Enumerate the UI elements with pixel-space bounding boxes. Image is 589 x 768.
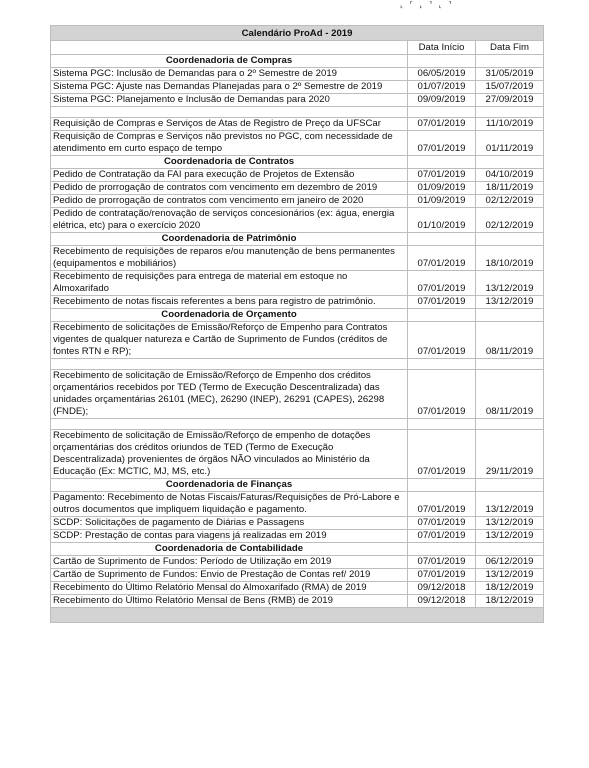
table-row	[51, 569, 544, 582]
start-date: 07/01/2019	[408, 118, 476, 131]
table-row	[51, 81, 544, 94]
column-header-activity	[51, 41, 408, 55]
start-date: 07/01/2019	[408, 169, 476, 182]
start-date: 07/01/2019	[408, 517, 476, 530]
start-date: 07/01/2019	[408, 131, 476, 156]
empty-cell	[476, 419, 544, 430]
end-date: 29/11/2019	[476, 430, 544, 479]
start-date: 07/01/2019	[408, 430, 476, 479]
table-row	[51, 582, 544, 595]
column-header-end: Data Fim	[476, 41, 544, 55]
section-heading: Coordenadoria de Compras	[51, 55, 408, 68]
section-header-empty-cell	[408, 55, 476, 68]
start-date: 09/12/2018	[408, 582, 476, 595]
start-date: 09/12/2018	[408, 595, 476, 608]
spacer-row	[51, 107, 544, 118]
table-row	[51, 169, 544, 182]
end-date: 27/09/2019	[476, 94, 544, 107]
activity-description: Cartão de Suprimento de Fundos: Período de Utilização em 2019	[51, 556, 408, 569]
start-date: 09/09/2019	[408, 94, 476, 107]
table-row	[51, 182, 544, 195]
start-date: 07/01/2019	[408, 556, 476, 569]
calendar-table	[50, 25, 544, 623]
section-header-empty-cell	[476, 543, 544, 556]
empty-cell	[408, 419, 476, 430]
activity-description: SCDP: Prestação de contas para viagens já realizadas em 2019	[51, 530, 408, 543]
activity-description: Recebimento de solicitações de Emissão/Reforço de Empenho para Contratos vigentes de qualquer natureza e Cartão de Suprimento de Fundos (créditos de fontes RTN e RP);	[51, 322, 408, 359]
section-header-row	[51, 543, 544, 556]
activity-description: Recebimento de solicitação de Emissão/Reforço de empenho de dotações orçamentárias dos créditos oriundos de TED (Termo de Execução Descentralizada) provenientes de órgãos NÃO vinculados ao Ministério da Educação (Ex: MCTIC, MJ, MS, etc.)	[51, 430, 408, 479]
section-heading: Coordenadoria de Orçamento	[51, 309, 408, 322]
end-date: 04/10/2019	[476, 169, 544, 182]
start-date: 07/01/2019	[408, 271, 476, 296]
table-row	[51, 595, 544, 608]
column-header-row	[51, 41, 544, 55]
section-header-row	[51, 55, 544, 68]
section-header-empty-cell	[476, 156, 544, 169]
start-date: 07/01/2019	[408, 296, 476, 309]
section-heading: Coordenadoria de Patrimônio	[51, 233, 408, 246]
footer-cell	[51, 608, 544, 623]
page-title: Calendário ProAd - 2019	[51, 26, 544, 41]
table-row	[51, 296, 544, 309]
section-header-row	[51, 309, 544, 322]
activity-description: Pedido de prorrogação de contratos com vencimento em dezembro de 2019	[51, 182, 408, 195]
end-date: 18/12/2019	[476, 582, 544, 595]
table-row	[51, 530, 544, 543]
start-date: 07/01/2019	[408, 246, 476, 271]
calendar-sheet	[50, 25, 543, 623]
end-date: 18/12/2019	[476, 595, 544, 608]
start-date: 06/05/2019	[408, 68, 476, 81]
end-date: 01/11/2019	[476, 131, 544, 156]
section-header-empty-cell	[408, 309, 476, 322]
section-heading: Coordenadoria de Finanças	[51, 479, 408, 492]
end-date: 13/12/2019	[476, 296, 544, 309]
end-date: 13/12/2019	[476, 569, 544, 582]
start-date: 01/09/2019	[408, 195, 476, 208]
end-date: 08/11/2019	[476, 322, 544, 359]
activity-description: Requisição de Compras e Serviços de Atas de Registro de Preço da UFSCar	[51, 118, 408, 131]
section-header-empty-cell	[476, 233, 544, 246]
table-row	[51, 556, 544, 569]
section-header-row	[51, 233, 544, 246]
activity-description: Recebimento do Último Relatório Mensal do Almoxarifado (RMA) de 2019	[51, 582, 408, 595]
activity-description: Requisição de Compras e Serviços não previstos no PGC, com necessidade de atendimento em curto espaço de tempo	[51, 131, 408, 156]
spacer-row	[51, 419, 544, 430]
table-row	[51, 68, 544, 81]
table-row	[51, 492, 544, 517]
end-date: 15/07/2019	[476, 81, 544, 94]
activity-description: Cartão de Suprimento de Fundos: Envio de Prestação de Contas ref/ 2019	[51, 569, 408, 582]
footer-row	[51, 608, 544, 623]
activity-description: Pedido de Contratação da FAI para execução de Projetos de Extensão	[51, 169, 408, 182]
end-date: 02/12/2019	[476, 208, 544, 233]
table-row	[51, 370, 544, 419]
section-heading: Coordenadoria de Contabilidade	[51, 543, 408, 556]
empty-cell	[51, 107, 408, 118]
table-row	[51, 246, 544, 271]
section-header-empty-cell	[476, 55, 544, 68]
window-controls-fragment: ⸤ ⸢ ⸤ ⸣ ⸤ ⸣	[400, 0, 454, 9]
section-header-empty-cell	[476, 479, 544, 492]
activity-description: Recebimento de solicitação de Emissão/Reforço de Empenho dos créditos orçamentários recebidos por TED (Termo de Execução Descentralizada) das unidades orçamentárias 26101 (MEC), 26290 (INEP), 26291 (CAPES), 26298 (FNDE);	[51, 370, 408, 419]
end-date: 18/10/2019	[476, 246, 544, 271]
activity-description: Recebimento de requisições de reparos e/ou manutenção de bens permanentes (equipamentos e mobiliários)	[51, 246, 408, 271]
activity-description: Pagamento: Recebimento de Notas Fiscais/Faturas/Requisições de Pró-Labore e outros documentos que impliquem liquidação e pagamento.	[51, 492, 408, 517]
table-row	[51, 517, 544, 530]
empty-cell	[51, 359, 408, 370]
start-date: 07/01/2019	[408, 322, 476, 359]
section-heading: Coordenadoria de Contratos	[51, 156, 408, 169]
end-date: 11/10/2019	[476, 118, 544, 131]
activity-description: Pedido de contratação/renovação de serviços concesionários (ex: água, energia elétrica, etc) para o exercício 2020	[51, 208, 408, 233]
table-row	[51, 322, 544, 359]
activity-description: Recebimento de notas fiscais referentes a bens para registro de patrimônio.	[51, 296, 408, 309]
activity-description: Recebimento do Último Relatório Mensal de Bens (RMB) de 2019	[51, 595, 408, 608]
section-header-row	[51, 479, 544, 492]
empty-cell	[476, 359, 544, 370]
activity-description: SCDP: Solicitações de pagamento de Diárias e Passagens	[51, 517, 408, 530]
end-date: 13/12/2019	[476, 530, 544, 543]
end-date: 02/12/2019	[476, 195, 544, 208]
table-row	[51, 208, 544, 233]
empty-cell	[408, 359, 476, 370]
start-date: 01/10/2019	[408, 208, 476, 233]
section-header-empty-cell	[476, 309, 544, 322]
end-date: 31/05/2019	[476, 68, 544, 81]
section-header-empty-cell	[408, 156, 476, 169]
section-header-empty-cell	[408, 479, 476, 492]
empty-cell	[476, 107, 544, 118]
start-date: 07/01/2019	[408, 370, 476, 419]
activity-description: Sistema PGC: Ajuste nas Demandas Planejadas para o 2º Semestre de 2019	[51, 81, 408, 94]
title-row	[51, 26, 544, 41]
table-row	[51, 195, 544, 208]
end-date: 13/12/2019	[476, 492, 544, 517]
end-date: 06/12/2019	[476, 556, 544, 569]
start-date: 01/07/2019	[408, 81, 476, 94]
empty-cell	[408, 107, 476, 118]
start-date: 07/01/2019	[408, 530, 476, 543]
table-row	[51, 271, 544, 296]
table-row	[51, 118, 544, 131]
activity-description: Recebimento de requisições para entrega de material em estoque no Almoxarifado	[51, 271, 408, 296]
end-date: 08/11/2019	[476, 370, 544, 419]
table-row	[51, 131, 544, 156]
start-date: 07/01/2019	[408, 492, 476, 517]
start-date: 01/09/2019	[408, 182, 476, 195]
end-date: 18/11/2019	[476, 182, 544, 195]
activity-description: Pedido de prorrogação de contratos com vencimento em janeiro de 2020	[51, 195, 408, 208]
column-header-start: Data Início	[408, 41, 476, 55]
start-date: 07/01/2019	[408, 569, 476, 582]
empty-cell	[51, 419, 408, 430]
end-date: 13/12/2019	[476, 517, 544, 530]
activity-description: Sistema PGC: Planejamento e Inclusão de Demandas para 2020	[51, 94, 408, 107]
section-header-row	[51, 156, 544, 169]
section-header-empty-cell	[408, 233, 476, 246]
spacer-row	[51, 359, 544, 370]
table-row	[51, 430, 544, 479]
end-date: 13/12/2019	[476, 271, 544, 296]
section-header-empty-cell	[408, 543, 476, 556]
activity-description: Sistema PGC: Inclusão de Demandas para o 2º Semestre de 2019	[51, 68, 408, 81]
table-row	[51, 94, 544, 107]
